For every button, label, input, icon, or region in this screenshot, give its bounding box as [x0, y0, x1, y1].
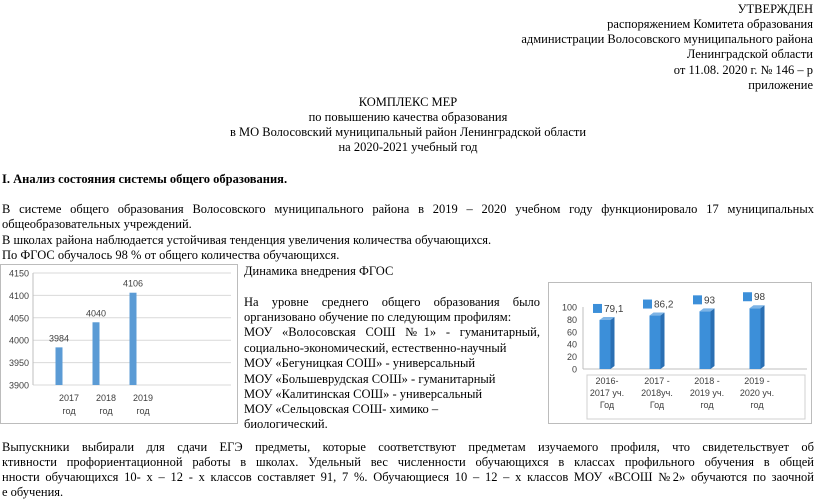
x-tick-label: 2016- — [595, 376, 619, 386]
title-line-2: по повышению качества образования — [308, 110, 508, 124]
y-tick-label: 3950 — [8, 358, 29, 369]
approval-line-3: администрации Волосовского муниципального района — [521, 32, 813, 46]
fgos-caption: Динамика внедрения ФГОС — [244, 264, 394, 278]
data-label: 93 — [704, 295, 716, 307]
bar — [93, 322, 100, 385]
y-tick-label: 4150 — [8, 268, 29, 279]
y-tick-label: 40 — [566, 339, 577, 350]
data-label: 86,2 — [654, 299, 674, 311]
y-tick-label: 20 — [566, 352, 577, 363]
bar — [750, 308, 761, 369]
fgos-percent-chart — [548, 282, 812, 424]
bar-side — [661, 313, 665, 369]
x-tick-label: 2018 - — [694, 376, 720, 386]
y-tick-label: 80 — [566, 314, 577, 325]
y-tick-label: 0 — [571, 364, 577, 375]
x-tick-label: 2019 - — [744, 376, 770, 386]
fgos-percent-chart-svg — [549, 283, 811, 423]
bar — [700, 311, 711, 369]
bar — [600, 320, 611, 369]
approval-line-5: от 11.08. 2020 г. № 146 – р — [673, 63, 813, 77]
profile-line-8: МОУ «Сельцовская СОШ- химико – — [244, 402, 439, 416]
students-count-chart-svg — [1, 265, 237, 423]
approval-line-1: УТВЕРЖДЕН — [737, 2, 813, 16]
profile-line-7: МОУ «Калитинская СОШ» - универсальный — [244, 387, 483, 401]
x-tick-label: 2017 — [58, 393, 80, 403]
x-tick-label: 2019 уч. — [689, 388, 725, 398]
bottom-line-4: е обучения. — [2, 485, 64, 499]
data-label: 4040 — [85, 308, 107, 319]
data-label: 79,1 — [604, 303, 624, 315]
x-tick-label: 2017 уч. — [589, 388, 625, 398]
data-label: 3984 — [48, 333, 70, 344]
x-tick-label: Год — [649, 400, 665, 410]
y-tick-label: 4100 — [8, 290, 29, 301]
x-tick-label: год — [700, 400, 714, 410]
title-line-3: в МО Волосовский муниципальный район Ленинградской области — [229, 125, 587, 139]
data-label-key — [743, 292, 752, 301]
y-tick-label: 100 — [561, 302, 577, 313]
x-tick-label: год — [62, 406, 76, 416]
y-tick-label: 60 — [566, 327, 577, 338]
approval-line-2: распоряжением Комитета образования — [607, 17, 813, 31]
data-label: 4106 — [122, 278, 144, 289]
bar-side — [711, 308, 715, 369]
x-tick-label: 2018 — [95, 393, 117, 403]
approval-line-4: Ленинградской области — [686, 47, 813, 61]
profile-line-4: социально-экономический, естественно-научный — [244, 341, 507, 355]
section-heading: I. Анализ состояния системы общего образования. — [2, 172, 288, 186]
bottom-line-3: нности обучающихся 10- х – 12 - х классов составляет 91, 7 %. Обучающиеся 10 – 12 – х классов МОУ «ВСОШ №2» обучаются по заочной — [2, 470, 814, 484]
data-label-key — [593, 304, 602, 313]
paragraph-1-line-1: В системе общего образования Волосовского муниципального района в 2019 – 2020 учебном году функционировало 17 муниципальных — [2, 202, 814, 216]
bar — [650, 316, 661, 369]
profile-line-3: МОУ «Волосовская СОШ №1» - гуманитарный, — [244, 325, 540, 339]
profile-line-6: МОУ «Большеврудская СОШ» - гуманитарный — [244, 372, 496, 386]
bottom-line-1: Выпускники выбирали для сдачи ЕГЭ предметы, которые соответствуют предметам изучаемого профиля, что свидетельствует об — [2, 440, 814, 454]
x-tick-label: 2020 уч. — [739, 388, 775, 398]
bar-side — [761, 305, 765, 369]
x-tick-label: год — [750, 400, 764, 410]
data-label: 98 — [754, 292, 766, 304]
x-tick-label: 2017 - — [644, 376, 670, 386]
title-line-1: КОМПЛЕКС МЕР — [358, 95, 458, 109]
profile-line-1: На уровне среднего общего образования было — [244, 295, 540, 309]
profile-line-2: организовано обучение по следующим профилям: — [244, 310, 512, 324]
y-tick-label: 3900 — [8, 380, 29, 391]
paragraph-2: В школах района наблюдается устойчивая тенденция увеличения количества обучающихся. — [2, 233, 492, 247]
bar — [130, 293, 137, 385]
title-line-4: на 2020-2021 учебный год — [338, 140, 478, 154]
x-tick-label: 2018уч. — [641, 388, 673, 398]
x-tick-label: Год — [599, 400, 615, 410]
approval-line-6: приложение — [748, 78, 813, 92]
data-label-key — [643, 300, 652, 309]
x-tick-label: год — [99, 406, 113, 416]
profile-line-5: МОУ «Бегуницкая СОШ» - универсальный — [244, 356, 476, 370]
y-tick-label: 4000 — [8, 335, 29, 346]
bottom-line-2: ктивности профориентационной работы в школах. Удельный вес численности обучающихся в классах профильного обучения в общей — [2, 455, 814, 469]
students-count-chart — [0, 264, 238, 424]
y-tick-label: 4050 — [8, 313, 29, 324]
bar — [56, 347, 63, 385]
x-tick-label: год — [136, 406, 150, 416]
data-label-key — [693, 295, 702, 304]
profile-line-9: биологический. — [244, 417, 328, 431]
x-tick-label: 2019 — [132, 393, 154, 403]
paragraph-3: По ФГОС обучалось 98 % от общего количества обучающихся. — [2, 248, 340, 262]
paragraph-1-line-2: общеобразовательных учреждений. — [2, 217, 192, 231]
bar-side — [611, 317, 615, 369]
